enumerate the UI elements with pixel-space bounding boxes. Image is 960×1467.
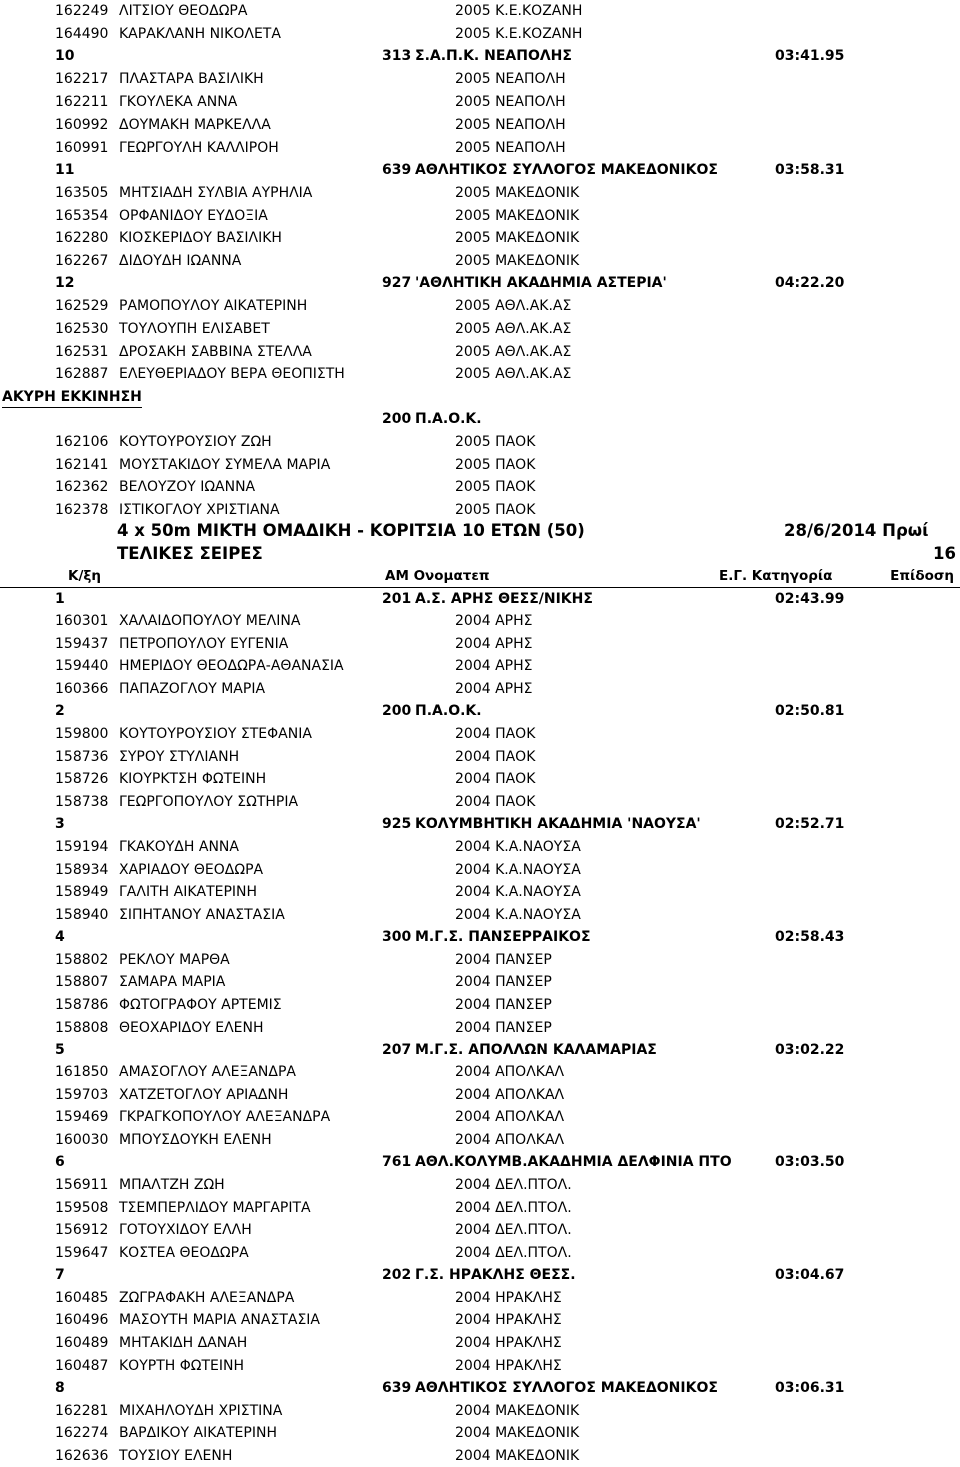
- athlete-am: 156912: [55, 1222, 109, 1238]
- athlete-row: [0, 68, 960, 90]
- athlete-year-club: 2005 Κ.Ε.ΚΟΖΑΝΗ: [455, 3, 583, 19]
- athlete-am: 159647: [55, 1245, 109, 1261]
- team-rank: 6: [55, 1154, 65, 1170]
- athlete-name: ΒΕΛΟΥΖΟΥ ΙΩΑΝΝΑ: [119, 479, 256, 495]
- team-time: 03:41.95: [775, 48, 845, 64]
- disqualified-row: [0, 387, 960, 409]
- athlete-row: [0, 454, 960, 476]
- team-code: 761: [382, 1154, 412, 1170]
- team-club: Μ.Γ.Σ. ΑΠΟΛΛΩΝ ΚΑΛΑΜΑΡΙΑΣ: [415, 1042, 657, 1058]
- athlete-year-club: 2004 ΠΑΟΚ: [455, 771, 536, 787]
- column-header-category: Ε.Γ. Κατηγορία: [719, 568, 833, 584]
- athlete-row: [0, 1287, 960, 1309]
- athlete-name: ΧΑΡΙΑΔΟΥ ΘΕΟΔΩΡΑ: [119, 862, 264, 878]
- athlete-row: [0, 1084, 960, 1106]
- athlete-name: ΙΣΤΙΚΟΓΛΟΥ ΧΡΙΣΤΙΑΝΑ: [119, 502, 280, 518]
- athlete-am: 162378: [55, 502, 109, 518]
- athlete-am: 161850: [55, 1064, 109, 1080]
- athlete-name: ΦΩΤΟΓΡΑΦΟΥ ΑΡΤΕΜΙΣ: [119, 997, 282, 1013]
- athlete-name: ΣΙΠΗΤΑΝΟΥ ΑΝΑΣΤΑΣΙΑ: [119, 907, 285, 923]
- athlete-am: 159440: [55, 658, 109, 674]
- athlete-year-club: 2004 ΑΡΗΣ: [455, 681, 533, 697]
- athlete-row: [0, 1129, 960, 1151]
- team-result-row: [0, 408, 960, 430]
- athlete-year-club: 2004 ΔΕΛ.ΠΤΟΛ.: [455, 1222, 572, 1238]
- athlete-year-club: 2004 ΑΡΗΣ: [455, 658, 533, 674]
- athlete-am: 162106: [55, 434, 109, 450]
- athlete-year-club: 2005 ΠΑΟΚ: [455, 457, 536, 473]
- athlete-name: ΚΙΟΥΡΚΤΣΗ ΦΩΤΕΙΝΗ: [119, 771, 267, 787]
- athlete-row: [0, 341, 960, 363]
- athlete-am: 160030: [55, 1132, 109, 1148]
- athlete-am: 160301: [55, 613, 109, 629]
- athlete-name: ΜΗΤΑΚΙΔΗ ΔΑΝΑΗ: [119, 1335, 248, 1351]
- event-number: 16: [933, 544, 956, 563]
- athlete-name: ΠΛΑΣΤΑΡΑ ΒΑΣΙΛΙΚΗ: [119, 71, 264, 87]
- athlete-name: ΜΗΤΣΙΑΔΗ ΣΥΛΒΙΑ ΑΥΡΗΛΙΑ: [119, 185, 313, 201]
- athlete-am: 158807: [55, 974, 109, 990]
- athlete-name: ΜΠΑΛΤΖΗ ΖΩΗ: [119, 1177, 225, 1193]
- athlete-row: [0, 205, 960, 227]
- athlete-name: ΚΙΟΣΚΕΡΙΔΟΥ ΒΑΣΙΛΙΚΗ: [119, 230, 282, 246]
- athlete-am: 158786: [55, 997, 109, 1013]
- column-header-name: ΑΜ Ονοματεπ: [385, 568, 490, 584]
- team-time: 03:03.50: [775, 1154, 845, 1170]
- athlete-am: 165354: [55, 208, 109, 224]
- athlete-year-club: 2005 ΝΕΑΠΟΛΗ: [455, 117, 566, 133]
- athlete-row: [0, 476, 960, 498]
- team-time: 03:04.67: [775, 1267, 845, 1283]
- team-code: 639: [382, 1380, 412, 1396]
- athlete-am: 159800: [55, 726, 109, 742]
- team-result-row: [0, 926, 960, 948]
- athlete-name: ΚΟΥΤΟΥΡΟΥΣΙΟΥ ΣΤΕΦΑΝΙΑ: [119, 726, 312, 742]
- athlete-row: [0, 1332, 960, 1354]
- team-rank: 8: [55, 1380, 65, 1396]
- team-code: 639: [382, 162, 412, 178]
- athlete-year-club: 2004 ΑΠΟΛΚΑΛ: [455, 1132, 565, 1148]
- athlete-row: [0, 723, 960, 745]
- athlete-am: 160992: [55, 117, 109, 133]
- athlete-year-club: 2005 ΜΑΚΕΔΟΝΙΚ: [455, 185, 580, 201]
- athlete-row: [0, 746, 960, 768]
- athlete-row: [0, 678, 960, 700]
- athlete-name: ΤΟΥΛΟΥΠΗ ΕΛΙΣΑΒΕΤ: [119, 321, 270, 337]
- event-title-row: [0, 519, 960, 543]
- athlete-year-club: 2004 ΠΑΟΚ: [455, 749, 536, 765]
- athlete-year-club: 2004 Κ.Α.ΝΑΟΥΣΑ: [455, 839, 581, 855]
- athlete-name: ΜΠΟΥΣΔΟΥΚΗ ΕΛΕΝΗ: [119, 1132, 272, 1148]
- athlete-year-club: 2004 ΗΡΑΚΛΗΣ: [455, 1335, 562, 1351]
- athlete-year-club: 2004 ΑΠΟΛΚΑΛ: [455, 1064, 565, 1080]
- team-rank: 1: [55, 591, 65, 607]
- athlete-row: [0, 1061, 960, 1083]
- athlete-name: ΘΕΟΧΑΡΙΔΟΥ ΕΛΕΝΗ: [119, 1020, 264, 1036]
- athlete-name: ΓΕΩΡΓΟΠΟΥΛΟΥ ΣΩΤΗΡΙΑ: [119, 794, 299, 810]
- athlete-am: 162636: [55, 1448, 109, 1464]
- team-code: 927: [382, 275, 412, 291]
- athlete-am: 160487: [55, 1358, 109, 1374]
- athlete-name: ΕΛΕΥΘΕΡΙΑΔΟΥ ΒΕΡΑ ΘΕΟΠΙΣΤΗ: [119, 366, 345, 382]
- athlete-row: [0, 363, 960, 385]
- team-club: Μ.Γ.Σ. ΠΑΝΣΕΡΡΑΙΚΟΣ: [415, 929, 591, 945]
- athlete-year-club: 2005 ΑΘΛ.ΑΚ.ΑΣ: [455, 344, 572, 360]
- athlete-year-club: 2004 ΠΑΝΣΕΡ: [455, 997, 552, 1013]
- athlete-row: [0, 1219, 960, 1241]
- athlete-am: 162362: [55, 479, 109, 495]
- athlete-year-club: 2004 ΗΡΑΚΛΗΣ: [455, 1312, 562, 1328]
- athlete-row: [0, 250, 960, 272]
- athlete-am: 158808: [55, 1020, 109, 1036]
- column-header-time: Επίδοση: [890, 568, 954, 584]
- athlete-year-club: 2004 ΔΕΛ.ΠΤΟΛ.: [455, 1200, 572, 1216]
- athlete-name: ΔΟΥΜΑΚΗ ΜΑΡΚΕΛΛΑ: [119, 117, 271, 133]
- athlete-row: [0, 881, 960, 903]
- team-club: ΑΘΛΗΤΙΚΟΣ ΣΥΛΛΟΓΟΣ ΜΑΚΕΔΟΝΙΚΟΣ: [415, 162, 718, 178]
- team-time: 03:02.22: [775, 1042, 845, 1058]
- athlete-am: 158736: [55, 749, 109, 765]
- team-result-row: [0, 700, 960, 722]
- athlete-year-club: 2004 ΗΡΑΚΛΗΣ: [455, 1290, 562, 1306]
- team-code: 925: [382, 816, 412, 832]
- athlete-name: ΟΡΦΑΝΙΔΟΥ ΕΥΔΟΞΙΑ: [119, 208, 268, 224]
- athlete-name: ΠΑΠΑΖΟΓΛΟΥ ΜΑΡΙΑ: [119, 681, 266, 697]
- athlete-row: [0, 1400, 960, 1422]
- athlete-name: ΓΚΡΑΓΚΟΠΟΥΛΟΥ ΑΛΕΞΑΝΔΡΑ: [119, 1109, 331, 1125]
- team-result-row: [0, 45, 960, 67]
- athlete-row: [0, 610, 960, 632]
- athlete-am: 162887: [55, 366, 109, 382]
- athlete-row: [0, 1242, 960, 1264]
- athlete-am: 159469: [55, 1109, 109, 1125]
- athlete-name: ΓΚΑΚΟΥΔΗ ΑΝΝΑ: [119, 839, 239, 855]
- athlete-row: [0, 0, 960, 22]
- team-rank: 3: [55, 816, 65, 832]
- athlete-name: ΧΑΛΑΙΔΟΠΟΥΛΟΥ ΜΕΛΙΝΑ: [119, 613, 301, 629]
- team-result-row: [0, 588, 960, 610]
- athlete-year-club: 2005 ΝΕΑΠΟΛΗ: [455, 140, 566, 156]
- athlete-name: ΗΜΕΡΙΔΟΥ ΘΕΟΔΩΡΑ-ΑΘΑΝΑΣΙΑ: [119, 658, 344, 674]
- team-club: Π.Α.Ο.Κ.: [415, 411, 482, 427]
- athlete-name: ΚΟΥΡΤΗ ΦΩΤΕΙΝΗ: [119, 1358, 244, 1374]
- athlete-row: [0, 655, 960, 677]
- team-result-row: [0, 159, 960, 181]
- athlete-year-club: 2005 Κ.Ε.ΚΟΖΑΝΗ: [455, 26, 583, 42]
- athlete-row: [0, 768, 960, 790]
- athlete-row: [0, 971, 960, 993]
- team-code: 200: [382, 411, 412, 427]
- athlete-name: ΧΑΤΖΕΤΟΓΛΟΥ ΑΡΙΑΔΝΗ: [119, 1087, 289, 1103]
- athlete-am: 162267: [55, 253, 109, 269]
- team-rank: 2: [55, 703, 65, 719]
- team-time: 02:50.81: [775, 703, 845, 719]
- athlete-name: ΜΑΣΟΥΤΗ ΜΑΡΙΑ ΑΝΑΣΤΑΣΙΑ: [119, 1312, 321, 1328]
- athlete-year-club: 2004 ΠΑΝΣΕΡ: [455, 1020, 552, 1036]
- athlete-year-club: 2004 ΔΕΛ.ΠΤΟΛ.: [455, 1177, 572, 1193]
- athlete-row: [0, 91, 960, 113]
- athlete-row: [0, 836, 960, 858]
- athlete-row: [0, 1355, 960, 1377]
- athlete-am: 162141: [55, 457, 109, 473]
- team-club: Γ.Σ. ΗΡΑΚΛΗΣ ΘΕΣΣ.: [415, 1267, 576, 1283]
- team-club: 'ΑΘΛΗΤΙΚΗ ΑΚΑΔΗΜΙΑ ΑΣΤΕΡΙΑ': [415, 275, 667, 291]
- athlete-am: 164490: [55, 26, 109, 42]
- athlete-year-club: 2005 ΑΘΛ.ΑΚ.ΑΣ: [455, 321, 572, 337]
- athlete-am: 160991: [55, 140, 109, 156]
- event-subtitle-row: [0, 542, 960, 566]
- athlete-am: 159508: [55, 1200, 109, 1216]
- team-code: 200: [382, 703, 412, 719]
- athlete-am: 159437: [55, 636, 109, 652]
- athlete-year-club: 2004 ΠΑΟΚ: [455, 726, 536, 742]
- team-code: 202: [382, 1267, 412, 1283]
- athlete-am: 162280: [55, 230, 109, 246]
- disqualified-label: ΑΚΥΡΗ ΕΚΚΙΝΗΣΗ: [2, 387, 142, 408]
- athlete-name: ΣΥΡΟΥ ΣΤΥΛΙΑΝΗ: [119, 749, 240, 765]
- athlete-am: 162281: [55, 1403, 109, 1419]
- athlete-am: 160485: [55, 1290, 109, 1306]
- athlete-year-club: 2005 ΜΑΚΕΔΟΝΙΚ: [455, 208, 580, 224]
- athlete-row: [0, 182, 960, 204]
- athlete-year-club: 2004 ΔΕΛ.ΠΤΟΛ.: [455, 1245, 572, 1261]
- team-time: 02:58.43: [775, 929, 845, 945]
- athlete-name: ΡΕΚΛΟΥ ΜΑΡΘΑ: [119, 952, 230, 968]
- team-result-row: [0, 1151, 960, 1173]
- athlete-am: 162529: [55, 298, 109, 314]
- team-rank: 7: [55, 1267, 65, 1283]
- athlete-name: ΚΟΣΤΕΑ ΘΕΟΔΩΡΑ: [119, 1245, 249, 1261]
- athlete-row: [0, 23, 960, 45]
- athlete-year-club: 2004 ΜΑΚΕΔΟΝΙΚ: [455, 1403, 580, 1419]
- athlete-name: ΠΕΤΡΟΠΟΥΛΟΥ ΕΥΓΕΝΙΑ: [119, 636, 289, 652]
- athlete-am: 156911: [55, 1177, 109, 1193]
- athlete-name: ΑΜΑΣΟΓΛΟΥ ΑΛΕΞΑΝΔΡΑ: [119, 1064, 296, 1080]
- athlete-am: 158949: [55, 884, 109, 900]
- team-result-row: [0, 1264, 960, 1286]
- athlete-row: [0, 1017, 960, 1039]
- team-code: 207: [382, 1042, 412, 1058]
- athlete-row: [0, 318, 960, 340]
- athlete-year-club: 2005 ΠΑΟΚ: [455, 434, 536, 450]
- athlete-year-club: 2005 ΑΘΛ.ΑΚ.ΑΣ: [455, 366, 572, 382]
- athlete-row: [0, 137, 960, 159]
- team-result-row: [0, 1039, 960, 1061]
- athlete-row: [0, 1174, 960, 1196]
- athlete-year-club: 2005 ΜΑΚΕΔΟΝΙΚ: [455, 230, 580, 246]
- athlete-name: ΔΙΔΟΥΔΗ ΙΩΑΝΝΑ: [119, 253, 242, 269]
- athlete-am: 162274: [55, 1425, 109, 1441]
- team-time: 02:52.71: [775, 816, 845, 832]
- athlete-year-club: 2004 ΜΑΚΕΔΟΝΙΚ: [455, 1448, 580, 1464]
- athlete-name: ΓΟΤΟΥΧΙΔΟΥ ΕΛΛΗ: [119, 1222, 252, 1238]
- athlete-year-club: 2004 ΠΑΟΚ: [455, 794, 536, 810]
- athlete-name: ΓΚΟΥΛΕΚΑ ΑΝΝΑ: [119, 94, 238, 110]
- athlete-row: [0, 949, 960, 971]
- athlete-year-club: 2004 ΠΑΝΣΕΡ: [455, 952, 552, 968]
- athlete-row: [0, 859, 960, 881]
- athlete-am: 162531: [55, 344, 109, 360]
- column-header-rank: Κ/ξη: [68, 568, 101, 584]
- athlete-name: ΓΑΛΙΤΗ ΑΙΚΑΤΕΡΙΝΗ: [119, 884, 258, 900]
- athlete-name: ΛΙΤΣΙΟΥ ΘΕΟΔΩΡΑ: [119, 3, 248, 19]
- column-header-row: [0, 565, 960, 587]
- athlete-am: 160366: [55, 681, 109, 697]
- team-rank: 10: [55, 48, 75, 64]
- team-club: Α.Σ. ΑΡΗΣ ΘΕΣΣ/ΝΙΚΗΣ: [415, 591, 593, 607]
- athlete-name: ΤΣΕΜΠΕΡΛΙΔΟΥ ΜΑΡΓΑΡΙΤΑ: [119, 1200, 311, 1216]
- team-rank: 4: [55, 929, 65, 945]
- athlete-row: [0, 1197, 960, 1219]
- team-club: Π.Α.Ο.Κ.: [415, 703, 482, 719]
- athlete-year-club: 2005 ΜΑΚΕΔΟΝΙΚ: [455, 253, 580, 269]
- athlete-year-club: 2004 ΑΠΟΛΚΑΛ: [455, 1109, 565, 1125]
- athlete-year-club: 2004 ΑΠΟΛΚΑΛ: [455, 1087, 565, 1103]
- athlete-name: ΚΑΡΑΚΛΑΝΗ ΝΙΚΟΛΕΤΑ: [119, 26, 281, 42]
- team-rank: 11: [55, 162, 75, 178]
- athlete-year-club: 2004 ΑΡΗΣ: [455, 636, 533, 652]
- team-club: ΑΘΛ.ΚΟΛΥΜΒ.ΑΚΑΔΗΜΙΑ ΔΕΛΦΙΝΙΑ ΠΤΟ: [415, 1154, 732, 1170]
- team-club: ΚΟΛΥΜΒΗΤΙΚΗ ΑΚΑΔΗΜΙΑ 'ΝΑΟΥΣΑ': [415, 816, 701, 832]
- athlete-name: ΒΑΡΔΙΚΟΥ ΑΙΚΑΤΕΡΙΝΗ: [119, 1425, 277, 1441]
- athlete-am: 159703: [55, 1087, 109, 1103]
- athlete-am: 162249: [55, 3, 109, 19]
- event-subtitle: ΤΕΛΙΚΕΣ ΣΕΙΡΕΣ: [117, 544, 263, 563]
- athlete-am: 159194: [55, 839, 109, 855]
- athlete-am: 160496: [55, 1312, 109, 1328]
- athlete-row: [0, 1445, 960, 1467]
- athlete-am: 162211: [55, 94, 109, 110]
- athlete-year-club: 2004 Κ.Α.ΝΑΟΥΣΑ: [455, 907, 581, 923]
- team-rank: 12: [55, 275, 75, 291]
- event-title: 4 x 50m ΜΙΚΤΗ ΟΜΑΔΙΚΗ - ΚΟΡΙΤΣΙΑ 10 ΕΤΩΝ (50): [117, 521, 585, 540]
- athlete-row: [0, 633, 960, 655]
- team-code: 300: [382, 929, 412, 945]
- athlete-year-club: 2004 ΑΡΗΣ: [455, 613, 533, 629]
- athlete-name: ΤΟΥΣΙΟΥ ΕΛΕΝΗ: [119, 1448, 233, 1464]
- athlete-year-club: 2004 ΜΑΚΕΔΟΝΙΚ: [455, 1425, 580, 1441]
- team-rank: 5: [55, 1042, 65, 1058]
- athlete-row: [0, 431, 960, 453]
- team-time: 02:43.99: [775, 591, 845, 607]
- team-time: 04:22.20: [775, 275, 845, 291]
- athlete-name: ΜΙΧΑΗΛΟΥΔΗ ΧΡΙΣΤΙΝΑ: [119, 1403, 283, 1419]
- team-result-row: [0, 813, 960, 835]
- athlete-row: [0, 499, 960, 521]
- athlete-am: 162217: [55, 71, 109, 87]
- athlete-name: ΖΩΓΡΑΦΑΚΗ ΑΛΕΞΑΝΔΡΑ: [119, 1290, 295, 1306]
- athlete-year-club: 2005 ΝΕΑΠΟΛΗ: [455, 94, 566, 110]
- athlete-name: ΣΑΜΑΡΑ ΜΑΡΙΑ: [119, 974, 226, 990]
- athlete-am: 160489: [55, 1335, 109, 1351]
- athlete-am: 158934: [55, 862, 109, 878]
- team-result-row: [0, 272, 960, 294]
- athlete-am: 158738: [55, 794, 109, 810]
- team-time: 03:58.31: [775, 162, 845, 178]
- athlete-name: ΔΡΟΣΑΚΗ ΣΑΒΒΙΝΑ ΣΤΕΛΛΑ: [119, 344, 312, 360]
- athlete-name: ΜΟΥΣΤΑΚΙΔΟΥ ΣΥΜΕΛΑ ΜΑΡΙΑ: [119, 457, 331, 473]
- athlete-row: [0, 791, 960, 813]
- athlete-year-club: 2005 ΠΑΟΚ: [455, 479, 536, 495]
- team-time: 03:06.31: [775, 1380, 845, 1396]
- athlete-row: [0, 295, 960, 317]
- athlete-year-club: 2005 ΝΕΑΠΟΛΗ: [455, 71, 566, 87]
- athlete-row: [0, 1422, 960, 1444]
- team-result-row: [0, 1377, 960, 1399]
- athlete-am: 162530: [55, 321, 109, 337]
- athlete-am: 163505: [55, 185, 109, 201]
- athlete-year-club: 2005 ΑΘΛ.ΑΚ.ΑΣ: [455, 298, 572, 314]
- team-club: Σ.Α.Π.Κ. ΝΕΑΠΟΛΗΣ: [415, 48, 572, 64]
- athlete-name: ΚΟΥΤΟΥΡΟΥΣΙΟΥ ΖΩΗ: [119, 434, 272, 450]
- athlete-year-club: 2004 ΠΑΝΣΕΡ: [455, 974, 552, 990]
- team-code: 313: [382, 48, 412, 64]
- athlete-am: 158940: [55, 907, 109, 923]
- team-code: 201: [382, 591, 412, 607]
- event-date: 28/6/2014 Πρωί: [784, 521, 929, 540]
- athlete-am: 158726: [55, 771, 109, 787]
- athlete-year-club: 2004 Κ.Α.ΝΑΟΥΣΑ: [455, 884, 581, 900]
- team-club: ΑΘΛΗΤΙΚΟΣ ΣΥΛΛΟΓΟΣ ΜΑΚΕΔΟΝΙΚΟΣ: [415, 1380, 718, 1396]
- athlete-am: 158802: [55, 952, 109, 968]
- athlete-row: [0, 1106, 960, 1128]
- athlete-row: [0, 227, 960, 249]
- athlete-name: ΓΕΩΡΓΟΥΛΗ ΚΑΛΛΙΡΟΗ: [119, 140, 279, 156]
- athlete-row: [0, 904, 960, 926]
- athlete-row: [0, 1309, 960, 1331]
- athlete-year-club: 2004 Κ.Α.ΝΑΟΥΣΑ: [455, 862, 581, 878]
- athlete-year-club: 2005 ΠΑΟΚ: [455, 502, 536, 518]
- athlete-year-club: 2004 ΗΡΑΚΛΗΣ: [455, 1358, 562, 1374]
- athlete-row: [0, 114, 960, 136]
- athlete-name: ΡΑΜΟΠΟΥΛΟΥ ΑΙΚΑΤΕΡΙΝΗ: [119, 298, 308, 314]
- athlete-row: [0, 994, 960, 1016]
